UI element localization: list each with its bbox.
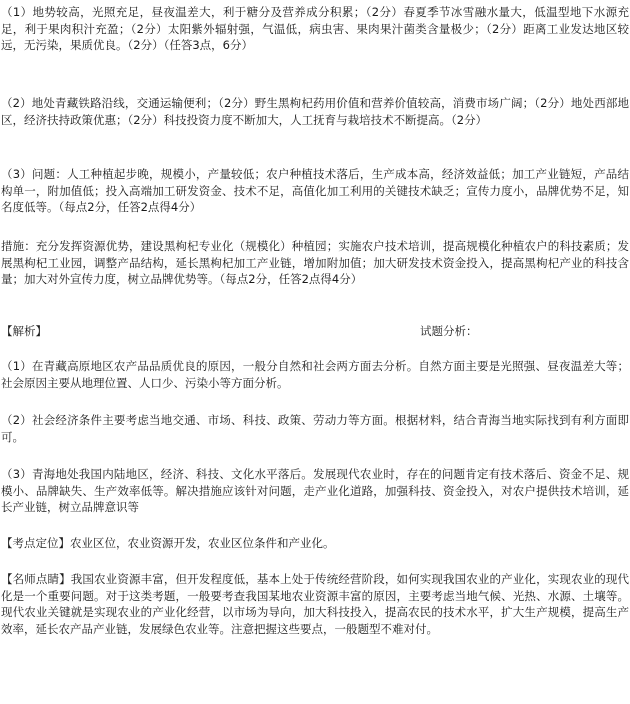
analysis-subtitle: 试题分析： [420,324,478,338]
answer-part-2: （2）地处青藏铁路沿线，交通运输便利；（2分）野生黑枸杞药用价值和营养价值较高，消费市场广阔；（2分）地处西部地区，经济扶持政策优惠；（2分）科技投资力度不断加大，人工抚育与栽培技术不断提高。（2分） [1,96,629,127]
analysis-point-2: （2）社会经济条件主要考虑当地交通、市场、科技、政策、劳动力等方面。根据材料，结合青海当地实际找到有利方面即可。 [1,413,629,444]
teacher-commentary: 【名师点睛】我国农业资源丰富，但开发程度低，基本上处于传统经营阶段，如何实现我国农业的产业化，实现农业的现代化是一个重要问题。对于这类考题，一般要考查我国某地农业资源丰富的原因，主要考虑当地气候、光热、水源、土壤等。现代农业关键就是实现农业的产业化经营，以市场为导向，加大科技投入，提高农民的技术水平，扩大生产规模，提高生产效率，延长农产品产业链，发展绿色农业等。注意把握这些要点，一般题型不难对付。 [1,572,629,636]
analysis-point-1: （1）在青藏高原地区农产品品质优良的原因，一般分自然和社会两方面去分析。自然方面主要是光照强、昼夜温差大等；社会原因主要从地理位置、人口少、污染小等方面分析。 [1,359,629,390]
analysis-point-3: （3）青海地处我国内陆地区，经济、科技、文化水平落后。发展现代农业时，存在的问题肯定有技术落后、资金不足、规模小、品牌缺失、生产效率低等。解决措施应该针对问题，走产业化道路，加强科技、资金投入，对农户提供技术培训，延长产业链，树立品牌意识等 [1,467,629,514]
answer-part-1: （1）地势较高，光照充足，昼夜温差大，利于糖分及营养成分积累；（2分）春夏季节冰雪融水量大，低温型地下水源充足，利于果肉积汁充盈；（2分）太阳紫外辐射强，气温低，病虫害、果肉果汁菌类含量极少；（2分）距离工业发达地区较远，无污染，果质优良。（2分）（任答3点，6分） [1,5,629,52]
analysis-header [1,323,629,340]
analysis-label: 【解析】 [1,324,47,338]
exam-point-location: 【考点定位】农业区位，农业资源开发，农业区位条件和产业化。 [1,536,335,550]
answer-part-3: （3）问题：人工种植起步晚，规模小，产量较低；农户种植技术落后，生产成本高，经济效益低；加工产业链短，产品结构单一，附加值低；投入高端加工研发资金、技术不足，高值化加工利用的关键技术缺乏；宣传力度小，品牌优势不足，知名度低等。（每点2分，任答2点得4分） [1,167,629,214]
answer-measures: 措施：充分发挥资源优势，建设黑枸杞专业化（规模化）种植园；实施农户技术培训，提高规模化种植农户的科技素质；发展黑枸杞工业园，调整产品结构，延长黑枸杞加工产业链，增加附加值；加大研发技术资金投入，提高黑枸杞产业的科技含量；加大对外宣传力度，树立品牌优势等。（每点2分，任答2点得4分） [1,239,629,286]
